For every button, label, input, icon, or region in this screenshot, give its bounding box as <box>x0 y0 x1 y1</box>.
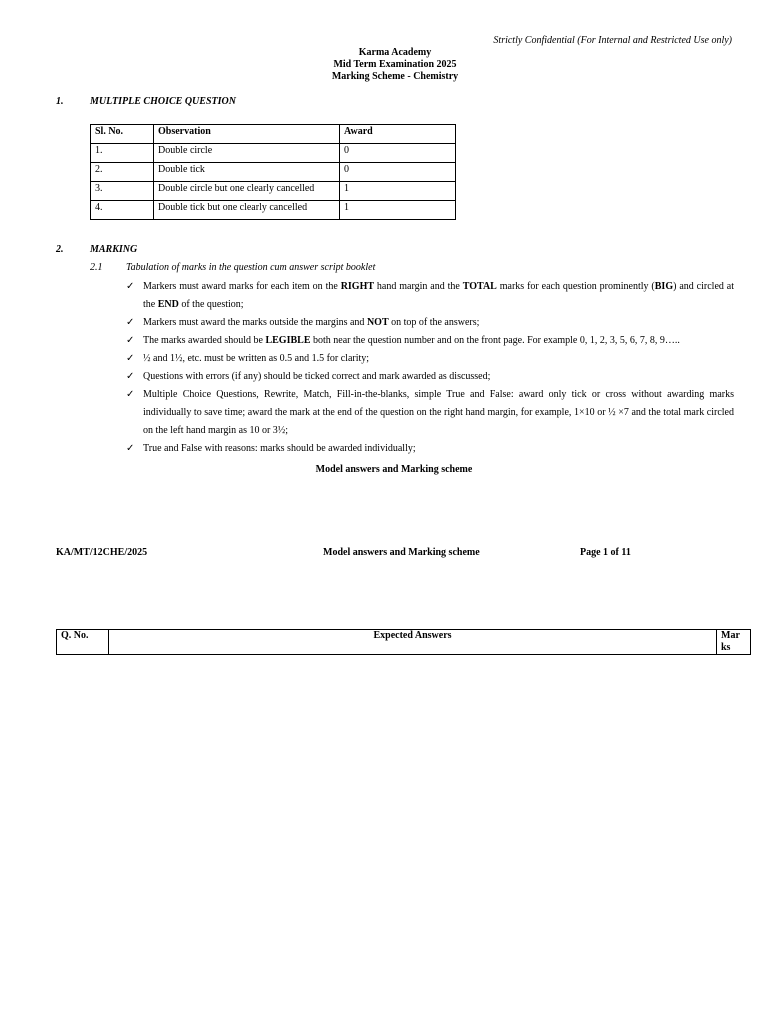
text: True and False with reasons: marks should be awarded individually; <box>143 443 416 454</box>
table-row <box>91 201 456 220</box>
text: on top of the answers; <box>388 317 480 328</box>
scheme-name: Marking Scheme - Chemistry <box>331 71 459 82</box>
list-item <box>126 278 734 314</box>
footer-page-number: Page 1 of 11 <box>580 547 631 558</box>
table-row <box>91 163 456 182</box>
emphasis: LEGIBLE <box>265 335 311 346</box>
text: Questions with errors (if any) should be ticked correct and mark awarded as discussed; <box>143 371 491 382</box>
text: hand margin and the <box>374 281 463 292</box>
list-item <box>126 314 734 332</box>
emphasis: TOTAL <box>462 281 497 292</box>
header-question-number: Q. No. <box>57 630 109 655</box>
exam-name: Mid Term Examination 2025 <box>333 59 457 70</box>
emphasis: BIG <box>654 281 674 292</box>
list-item <box>126 386 734 440</box>
emphasis: NOT <box>366 317 389 328</box>
check-icon: ✓ <box>126 281 135 292</box>
check-icon: ✓ <box>126 443 135 454</box>
subsection-title: Tabulation of marks in the question cum answer script booklet <box>126 262 376 273</box>
text: The marks awarded should be <box>143 335 266 346</box>
text: of the question; <box>178 299 244 310</box>
cell-award: 1 <box>340 201 456 220</box>
text: Markers must award the marks outside the margins and <box>143 317 367 328</box>
check-icon: ✓ <box>126 335 135 346</box>
list-item <box>126 350 734 368</box>
section-1-number: 1. <box>56 96 64 107</box>
cell-sl-no: 3. <box>91 182 154 201</box>
cell-sl-no: 2. <box>91 163 154 182</box>
cell-award: 0 <box>340 144 456 163</box>
text: ½ and 1½, etc. must be written as 0.5 and 1.5 for clarity; <box>143 353 370 364</box>
check-icon: ✓ <box>126 389 135 400</box>
section-2-title: MARKING <box>90 244 138 255</box>
cell-observation: Double circle <box>154 144 340 163</box>
header-sl-no: Sl. No. <box>91 125 154 144</box>
header-observation: Observation <box>154 125 340 144</box>
model-answers-heading: Model answers and Marking scheme <box>315 464 473 475</box>
header-marks: Mar ks <box>717 630 751 655</box>
cell-observation: Double tick <box>154 163 340 182</box>
mcq-award-table <box>90 124 456 220</box>
institution-name: Karma Academy <box>358 47 432 58</box>
check-icon: ✓ <box>126 353 135 364</box>
text: Multiple Choice Questions, Rewrite, Match, Fill-in-the-blanks, simple True and False: award only tick or cross without awarding marks individually to save time; award the mark at the end of the question on the right hand margin, for example, 1×10 or ½ ×7 and the total mark circled on the left hand margin as 10 or 3½; <box>143 389 734 436</box>
table-header-row <box>91 125 456 144</box>
footer-title: Model answers and Marking scheme <box>323 547 480 558</box>
cell-observation: Double tick but one clearly cancelled <box>154 201 340 220</box>
check-icon: ✓ <box>126 317 135 328</box>
cell-award: 1 <box>340 182 456 201</box>
expected-answers-table <box>56 629 751 655</box>
list-item <box>126 368 734 386</box>
footer-document-code: KA/MT/12CHE/2025 <box>56 547 148 558</box>
table-header-row <box>57 630 751 655</box>
check-icon: ✓ <box>126 371 135 382</box>
cell-award: 0 <box>340 163 456 182</box>
header-award: Award <box>340 125 456 144</box>
marking-guidelines-list <box>126 278 734 458</box>
header-expected-answers: Expected Answers <box>109 630 717 655</box>
text: marks for each question prominently ( <box>496 281 655 292</box>
text: ) and circled at the <box>143 281 734 310</box>
text: both near the question number and on the front page. For example 0, 1, 2, 3, 5, 6, 7, 8, 9….. <box>310 335 680 346</box>
emphasis: RIGHT <box>340 281 375 292</box>
cell-sl-no: 1. <box>91 144 154 163</box>
section-1-title: MULTIPLE CHOICE QUESTION <box>90 96 236 107</box>
emphasis: END <box>157 299 179 310</box>
section-2-number: 2. <box>56 244 64 255</box>
table-row <box>91 182 456 201</box>
table-row <box>91 144 456 163</box>
subsection-number: 2.1 <box>90 262 103 273</box>
cell-observation: Double circle but one clearly cancelled <box>154 182 340 201</box>
text: Markers must award marks for each item on the <box>143 281 341 292</box>
confidentiality-notice: Strictly Confidential (For Internal and Restricted Use only) <box>493 35 732 46</box>
cell-sl-no: 4. <box>91 201 154 220</box>
list-item <box>126 440 734 458</box>
list-item <box>126 332 734 350</box>
document-title-block <box>0 47 768 83</box>
